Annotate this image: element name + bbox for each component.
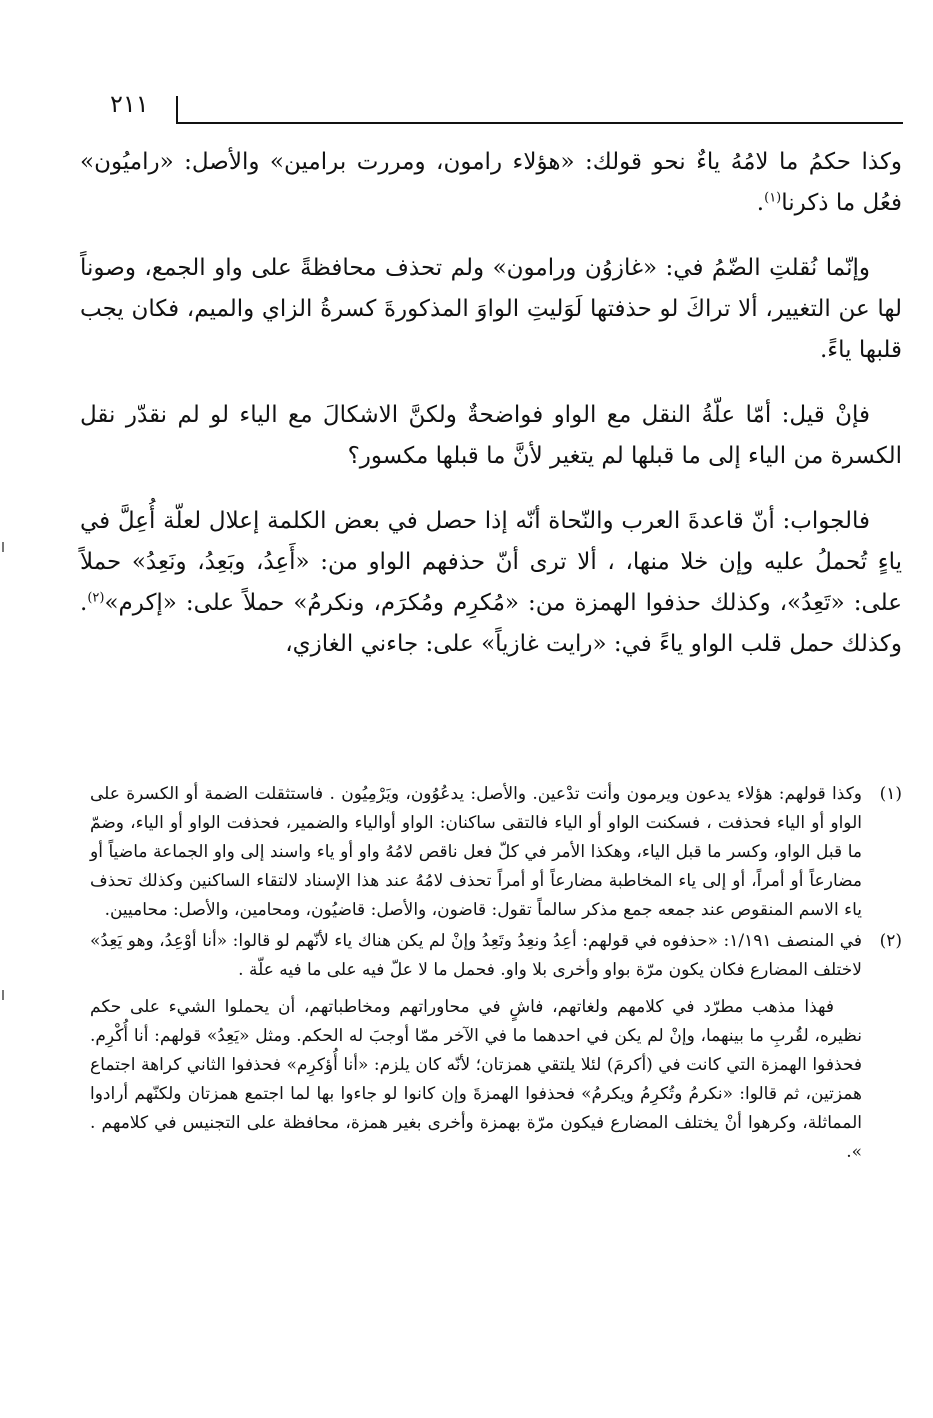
paragraph-4: [80, 501, 902, 665]
footnote-number: (٢): [879, 931, 902, 951]
paragraph-tail: . وكذلك حمل قلب الواو ياءً في: «رايت غازياً» على: جاءني الغازي،: [80, 590, 902, 657]
header-rule: [176, 122, 903, 124]
footnote-2: [90, 927, 902, 985]
header-tick: [176, 96, 178, 124]
footnote-quote: فهذا مذهب مطرّد في كلامهم ولغاتهم، فاشٍ في محاوراتهم ومخاطباتهم، أن يحملوا الشيء على حكم نظيره، لقُربِ ما بينهما، وإنْ لم يكن في احدهما ما في الآخر ممّا أوجبَ له الحكم. ومثل «يَعِدُ» قولهم: أنا أُكْرِم. فحذفوا الهمزة التي كانت في (أكرمَ) لئلا يلتقي همزتان؛ لأنّه كان يلزم: «أنا أُؤكرِم» فحذفوا الثاني كراهة اجتماع همزتين، ثم قالوا: «نكرمُ وتُكرِمُ ويكرمُ» فحذفوا الهمزةَ وإن كانوا لو جاءوا بها لما اجتمع همزتان ولكنّهم أرادوا المماثلة، وكرهوا أنْ يختلف المضارع فيكون مرّة بهمزة وأخرى بغير همزة، محافظة على التجنيس في كلامهم . ».: [90, 997, 862, 1162]
margin-mark: [2, 990, 4, 1000]
paragraph-tail: .: [756, 190, 765, 216]
footnotes: [90, 780, 902, 1167]
paragraph-text: فالجواب: أنّ قاعدةَ العرب والنّحاة أنّه إذا حصل في بعض الكلمة إعلال لعلّة أُعِلَّ في ياءٍ تُحملُ عليه وإن خلا منها، ، ألا ترى أنّ حذفهم الواو من: «أَعِدُ، وبَعِدُ، ونَعِدُ» حملاً على: «تَعِدُ»، وكذلك حذفوا الهمزة من: «مُكرِم ومُكرَم، ونكرمُ» حملاً على: «إكرم»: [80, 508, 902, 616]
footnote-body: [90, 927, 862, 985]
main-text: [80, 142, 902, 689]
paragraph-3: [80, 395, 902, 477]
footnote-text: وكذا قولهم: هؤلاء يدعون ويرمون وأنت تدْعين. والأصل: يدعُوُون، ويَرْمِيُون . فاستثقلت الضمة أو الكسرة على الواو أو الياء فحذفت ، فسكنت الواو أو الياء فالتقى ساكنان: الواو أوالياء والضمير، فحذفت الواو أو الياء، وضمّ ما قبل الواو، وكسر ما قبل الياء، وهكذا الأمر في كلّ فعل ناقص لامُهُ واو أو ياء واسند إلى واو الجماعة ماضياً أو مضارعاً أو أمراً، أو إلى ياء المخاطبة مضارعاً أو أمراً تحذف لامُهُ عند هذا الإسناد لالتقاء الساكنين وكذلك تحذف ياء الاسم المنقوص عند جمعه جمع مذكر سالماً تقول: قاضون، والأصل: قاضيُون، ومحامين، والأصل: محاميين.: [90, 784, 862, 920]
footnote-number: (١): [879, 784, 902, 804]
footnote-1: [90, 780, 902, 925]
footnote-ref-1: (١): [764, 190, 782, 206]
margin-mark: [2, 542, 4, 552]
footnote-text: في المنصف ١/١٩١: «حذفوه في قولهم: أعِدُ ونعِدُ وتَعِدُ وإنْ لم يكن هناك ياء لأنّهم لو قالوا: «أنا أوْعِدُ، وهو يَعِدُ» لاختلف المضارع فكان يكون مرّة بواو وأخرى بلا واو. فحمل ما لا علّ فيه على ما فيه علّة .: [90, 931, 862, 980]
paragraph-text: وإنّما نُقلتِ الضّمُ في: «غازوُن ورامون» ولم تحذف محافظةً على واو الجمع، وصوناً لها عن التغيير، ألا تراكَ لو حذفتها لَوَليتِ الواوَ المذكورةَ كسرةُ الزاي والميم، فكان يجب قلبها ياءً.: [80, 255, 902, 363]
paragraph-text: فإنْ قيل: أمّا علّةُ النقل مع الواو فواضحةٌ ولكنَّ الاشكالَ مع الياء لو لم نقدّر نقل الكسرة من الياء إلى ما قبلها لم يتغير لأنَّ ما قبلها مكسور؟: [80, 402, 902, 469]
footnote-body: [90, 780, 862, 925]
page-number: ٢١١: [110, 90, 149, 118]
footnote-ref-2: (٢): [87, 590, 105, 606]
paragraph-text: وكذا حكمُ ما لامُهُ ياءٌ نحو قولك: «هؤلاء رامون، ومررت برامين» والأصل: «راميُون» فعُل ما ذكرنا: [80, 149, 902, 216]
paragraph-1: [80, 142, 902, 224]
paragraph-2: [80, 248, 902, 371]
